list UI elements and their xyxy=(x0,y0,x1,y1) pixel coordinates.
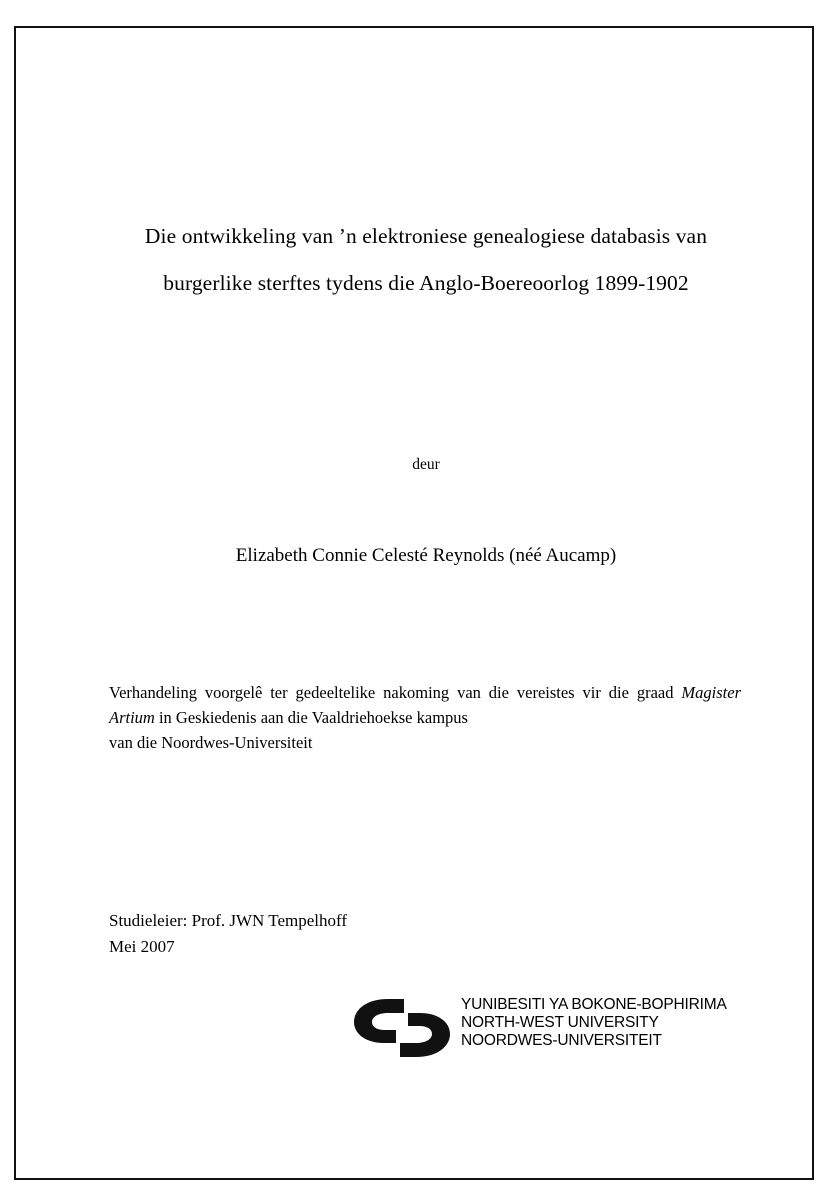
statement-part-3: van die Noordwes-Universiteit xyxy=(109,733,313,752)
logo-wordmark xyxy=(461,996,727,1050)
degree-statement xyxy=(109,680,741,755)
statement-part-2: in Geskiedenis aan die Vaaldriehoekse kampus xyxy=(154,708,468,727)
page-content xyxy=(106,28,746,1178)
supervisor-line: Studieleier: Prof. JWN Tempelhoff xyxy=(109,911,348,930)
degree-name: Magister Artium xyxy=(109,683,741,727)
nwu-logo-mark-icon xyxy=(352,997,452,1059)
by-label: deur xyxy=(412,456,440,473)
title-line-2: burgerlike sterftes tydens die Anglo-Boereoorlog 1899-1902 xyxy=(163,271,689,295)
title-line-1: Die ontwikkeling van ’n elektroniese genealogiese databasis van xyxy=(144,224,708,248)
supervisor-block xyxy=(109,908,741,960)
statement-part-1: Verhandeling voorgelê ter gedeeltelike nakoming van die vereistes vir die graad xyxy=(109,683,682,702)
author-name: Elizabeth Connie Celesté Reynolds (néé Aucamp) xyxy=(235,545,617,566)
university-logo xyxy=(256,993,727,1073)
logo-line-1: YUNIBESITI YA BOKONE-BOPHIRIMA xyxy=(461,996,727,1013)
page-title xyxy=(106,213,746,307)
logo-line-3: NOORDWES-UNIVERSITEIT xyxy=(461,1032,662,1049)
logo-line-2: NORTH-WEST UNIVERSITY xyxy=(461,1014,659,1031)
date-line: Mei 2007 xyxy=(109,937,175,956)
page-border xyxy=(14,26,814,1180)
